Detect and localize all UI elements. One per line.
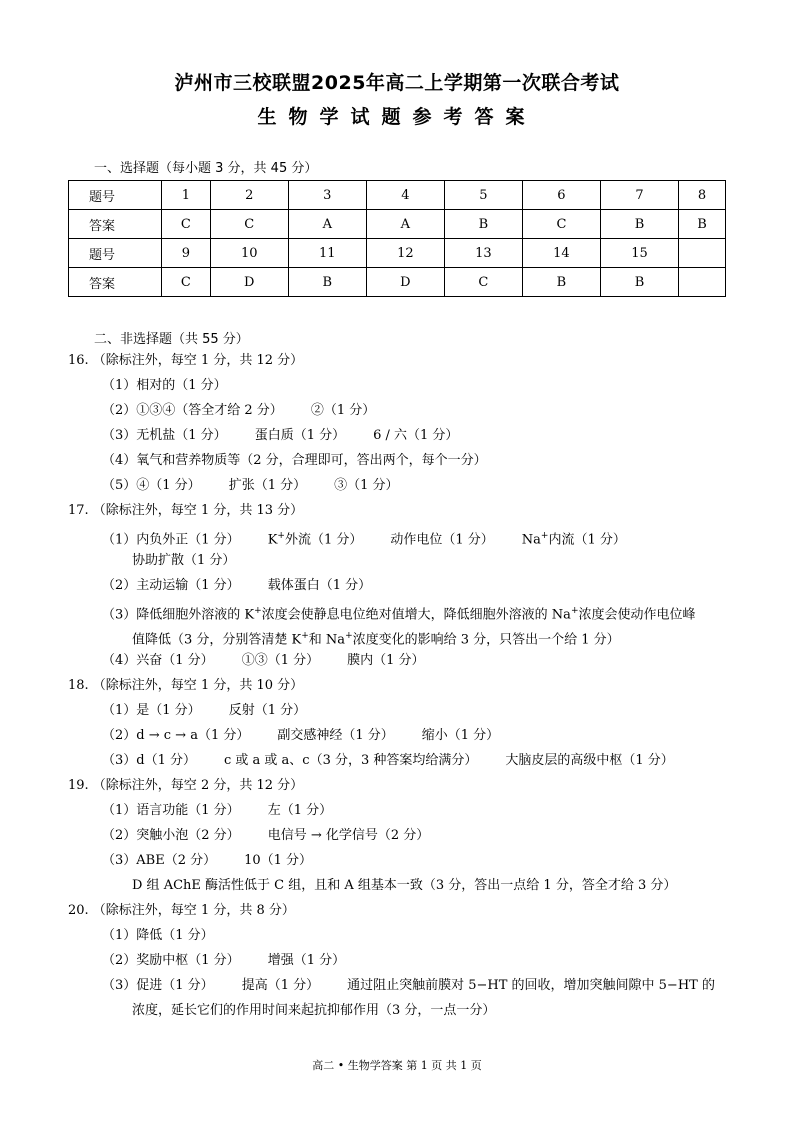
answer-text: 值降低（3 分，分别答清楚 K <box>132 632 302 648</box>
answer-text: 电信号 → 化学信号（2 分） <box>267 828 430 843</box>
ion-symbol: Na <box>521 532 541 548</box>
section-choice-heading: 一、选择题（每小题 3 分，共 45 分） <box>94 161 318 176</box>
table-cell: C <box>210 210 288 239</box>
q18-heading: 18. （除标注外，每空 1 分，共 10 分） <box>68 678 304 693</box>
answer-text: 大脑皮层的高级中枢（1 分） <box>505 753 674 768</box>
answer-text: （3）无机盐（1 分） <box>102 428 227 443</box>
table-cell: 14 <box>522 239 600 268</box>
q19-heading: 19. （除标注外，每空 2 分，共 12 分） <box>68 778 304 793</box>
q17-line-1 <box>102 527 626 549</box>
table-cell <box>679 239 726 268</box>
table-cell: A <box>288 210 366 239</box>
answer-text: 膜内（1 分） <box>347 653 425 668</box>
ion-charge: + <box>570 606 579 616</box>
table-cell: C <box>162 210 211 239</box>
answer-text: （1）是（1 分） <box>102 703 201 718</box>
q18-line-1 <box>102 702 306 720</box>
ion-charge: + <box>254 606 262 616</box>
q17-line-4 <box>102 652 425 670</box>
q20-line-1: （1）降低（1 分） <box>102 928 214 943</box>
answer-text: 外流（1 分） <box>284 532 363 548</box>
answer-text: （2）d → c → a（1 分） <box>102 728 250 743</box>
answer-text: 浓度会使动作电位峰 <box>578 607 696 623</box>
table-cell: B <box>522 268 600 297</box>
q17-line-3 <box>102 602 696 624</box>
answer-text: 10（1 分） <box>244 853 313 868</box>
q16-line-2 <box>102 402 375 420</box>
ion-symbol: K <box>267 532 278 548</box>
table-row <box>69 181 726 210</box>
ion-charge: + <box>540 531 549 541</box>
table-cell: D <box>210 268 288 297</box>
table-cell: 9 <box>162 239 211 268</box>
table-cell: 11 <box>288 239 366 268</box>
page-footer: 高二 • 生物学答案 第 1 页 共 1 页 <box>312 1059 482 1072</box>
answer-text: 浓度变化的影响给 3 分，只答出一个给 1 分） <box>352 632 620 648</box>
page-subtitle: 生物学试题参考答案 <box>257 106 537 128</box>
answer-text: （3）d（1 分） <box>102 753 196 768</box>
answer-text: 提高（1 分） <box>241 978 320 993</box>
answer-text: ②（1 分） <box>310 403 376 418</box>
answer-text: 内流（1 分） <box>548 532 626 548</box>
q16-line-5 <box>102 477 399 495</box>
answer-text: 副交感神经（1 分） <box>277 728 394 743</box>
table-cell: 2 <box>210 181 288 210</box>
answer-text: （1）语言功能（1 分） <box>102 803 240 818</box>
table-row <box>69 239 726 268</box>
answer-text: ③（1 分） <box>334 478 399 493</box>
row-head: 答案 <box>69 268 162 297</box>
answer-text: c 或 a 或 a、c（3 分，3 种答案均给满分） <box>224 753 478 768</box>
q17-line-1-cont: 协助扩散（1 分） <box>132 553 236 568</box>
answer-text: （3）降低细胞外溶液的 K <box>102 607 255 623</box>
answer-text: （5）④（1 分） <box>102 478 201 493</box>
table-cell: A <box>366 210 444 239</box>
q19-line-4: D 组 AChE 酶活性低于 C 组，且和 A 组基本一致（3 分，答出一点给 1 分，答全才给 3 分） <box>132 878 677 893</box>
answer-text: （2）突触小泡（2 分） <box>102 828 240 843</box>
answer-text: 和 Na <box>308 632 346 648</box>
answer-text: 蛋白质（1 分） <box>254 428 346 443</box>
answer-text: 载体蛋白（1 分） <box>267 578 372 593</box>
answer-text: 通过阻止突触前膜对 5−HT 的回收，增加突触间隙中 5−HT 的 <box>347 978 715 993</box>
ion-charge: + <box>345 631 353 641</box>
table-cell: B <box>679 210 726 239</box>
ion-charge: + <box>277 531 285 541</box>
table-cell: C <box>522 210 600 239</box>
table-cell: 3 <box>288 181 366 210</box>
table-cell: 8 <box>679 181 726 210</box>
answer-table <box>68 180 726 297</box>
q20-line-2 <box>102 952 345 970</box>
answer-text: 缩小（1 分） <box>421 728 500 743</box>
q19-line-1 <box>102 802 332 820</box>
answer-text: （3）促进（1 分） <box>102 978 214 993</box>
answer-text: （2）奖励中枢（1 分） <box>102 953 240 968</box>
q20-heading: 20. （除标注外，每空 1 分，共 8 分） <box>68 903 295 918</box>
table-cell: B <box>600 210 678 239</box>
q16-line-4: （4）氧气和营养物质等（2 分，合理即可，答出两个，每个一分） <box>102 453 487 468</box>
answer-text: 6 / 六（1 分） <box>373 428 459 443</box>
answer-text: 增强（1 分） <box>267 953 346 968</box>
answer-text: （2）主动运输（1 分） <box>102 578 240 593</box>
row-head: 题号 <box>69 181 162 210</box>
q16-heading: 16. （除标注外，每空 1 分，共 12 分） <box>68 353 304 368</box>
q19-line-2 <box>102 827 429 845</box>
table-row <box>69 268 726 297</box>
answer-text: （3）ABE（2 分） <box>102 853 217 868</box>
answer-text: 左（1 分） <box>267 803 333 818</box>
table-cell: 5 <box>444 181 522 210</box>
table-cell: B <box>288 268 366 297</box>
q20-line-3 <box>102 977 715 995</box>
answer-text: ①③（1 分） <box>241 653 320 668</box>
answer-text: 动作电位（1 分） <box>390 532 494 548</box>
table-cell: 15 <box>600 239 678 268</box>
q17-line-2 <box>102 577 371 595</box>
table-cell: 10 <box>210 239 288 268</box>
q16-line-1: （1）相对的（1 分） <box>102 378 227 393</box>
answer-text: （4）兴奋（1 分） <box>102 653 214 668</box>
answer-text: 扩张（1 分） <box>228 478 307 493</box>
q16-line-3 <box>102 427 458 445</box>
row-head: 题号 <box>69 239 162 268</box>
q17-line-3-cont <box>132 627 620 649</box>
q17-heading: 17. （除标注外，每空 1 分，共 13 分） <box>68 503 304 518</box>
table-cell: 12 <box>366 239 444 268</box>
q19-line-3 <box>102 852 312 870</box>
row-head: 答案 <box>69 210 162 239</box>
q20-line-4: 浓度，延长它们的作用时间来起抗抑郁作用（3 分，一点一分） <box>132 1003 496 1018</box>
q18-line-2 <box>102 727 499 745</box>
table-cell: C <box>162 268 211 297</box>
section-nonchoice-heading: 二、非选择题（共 55 分） <box>94 332 249 347</box>
table-cell: C <box>444 268 522 297</box>
ion-charge: + <box>301 631 309 641</box>
table-cell: 13 <box>444 239 522 268</box>
page-title: 泸州市三校联盟2025年高二上学期第一次联合考试 <box>174 72 620 94</box>
table-cell: B <box>444 210 522 239</box>
table-cell: 1 <box>162 181 211 210</box>
answer-text: （2）①③④（答全才给 2 分） <box>102 403 283 418</box>
table-cell <box>679 268 726 297</box>
q18-line-3 <box>102 752 674 770</box>
table-row <box>69 210 726 239</box>
table-cell: D <box>366 268 444 297</box>
table-cell: 7 <box>600 181 678 210</box>
answer-text: （1）内负外正（1 分） <box>102 532 240 548</box>
answer-text: 反射（1 分） <box>228 703 307 718</box>
table-cell: B <box>600 268 678 297</box>
table-cell: 4 <box>366 181 444 210</box>
answer-text: 浓度会使静息电位绝对值增大，降低细胞外溶液的 Na <box>261 607 571 623</box>
table-cell: 6 <box>522 181 600 210</box>
